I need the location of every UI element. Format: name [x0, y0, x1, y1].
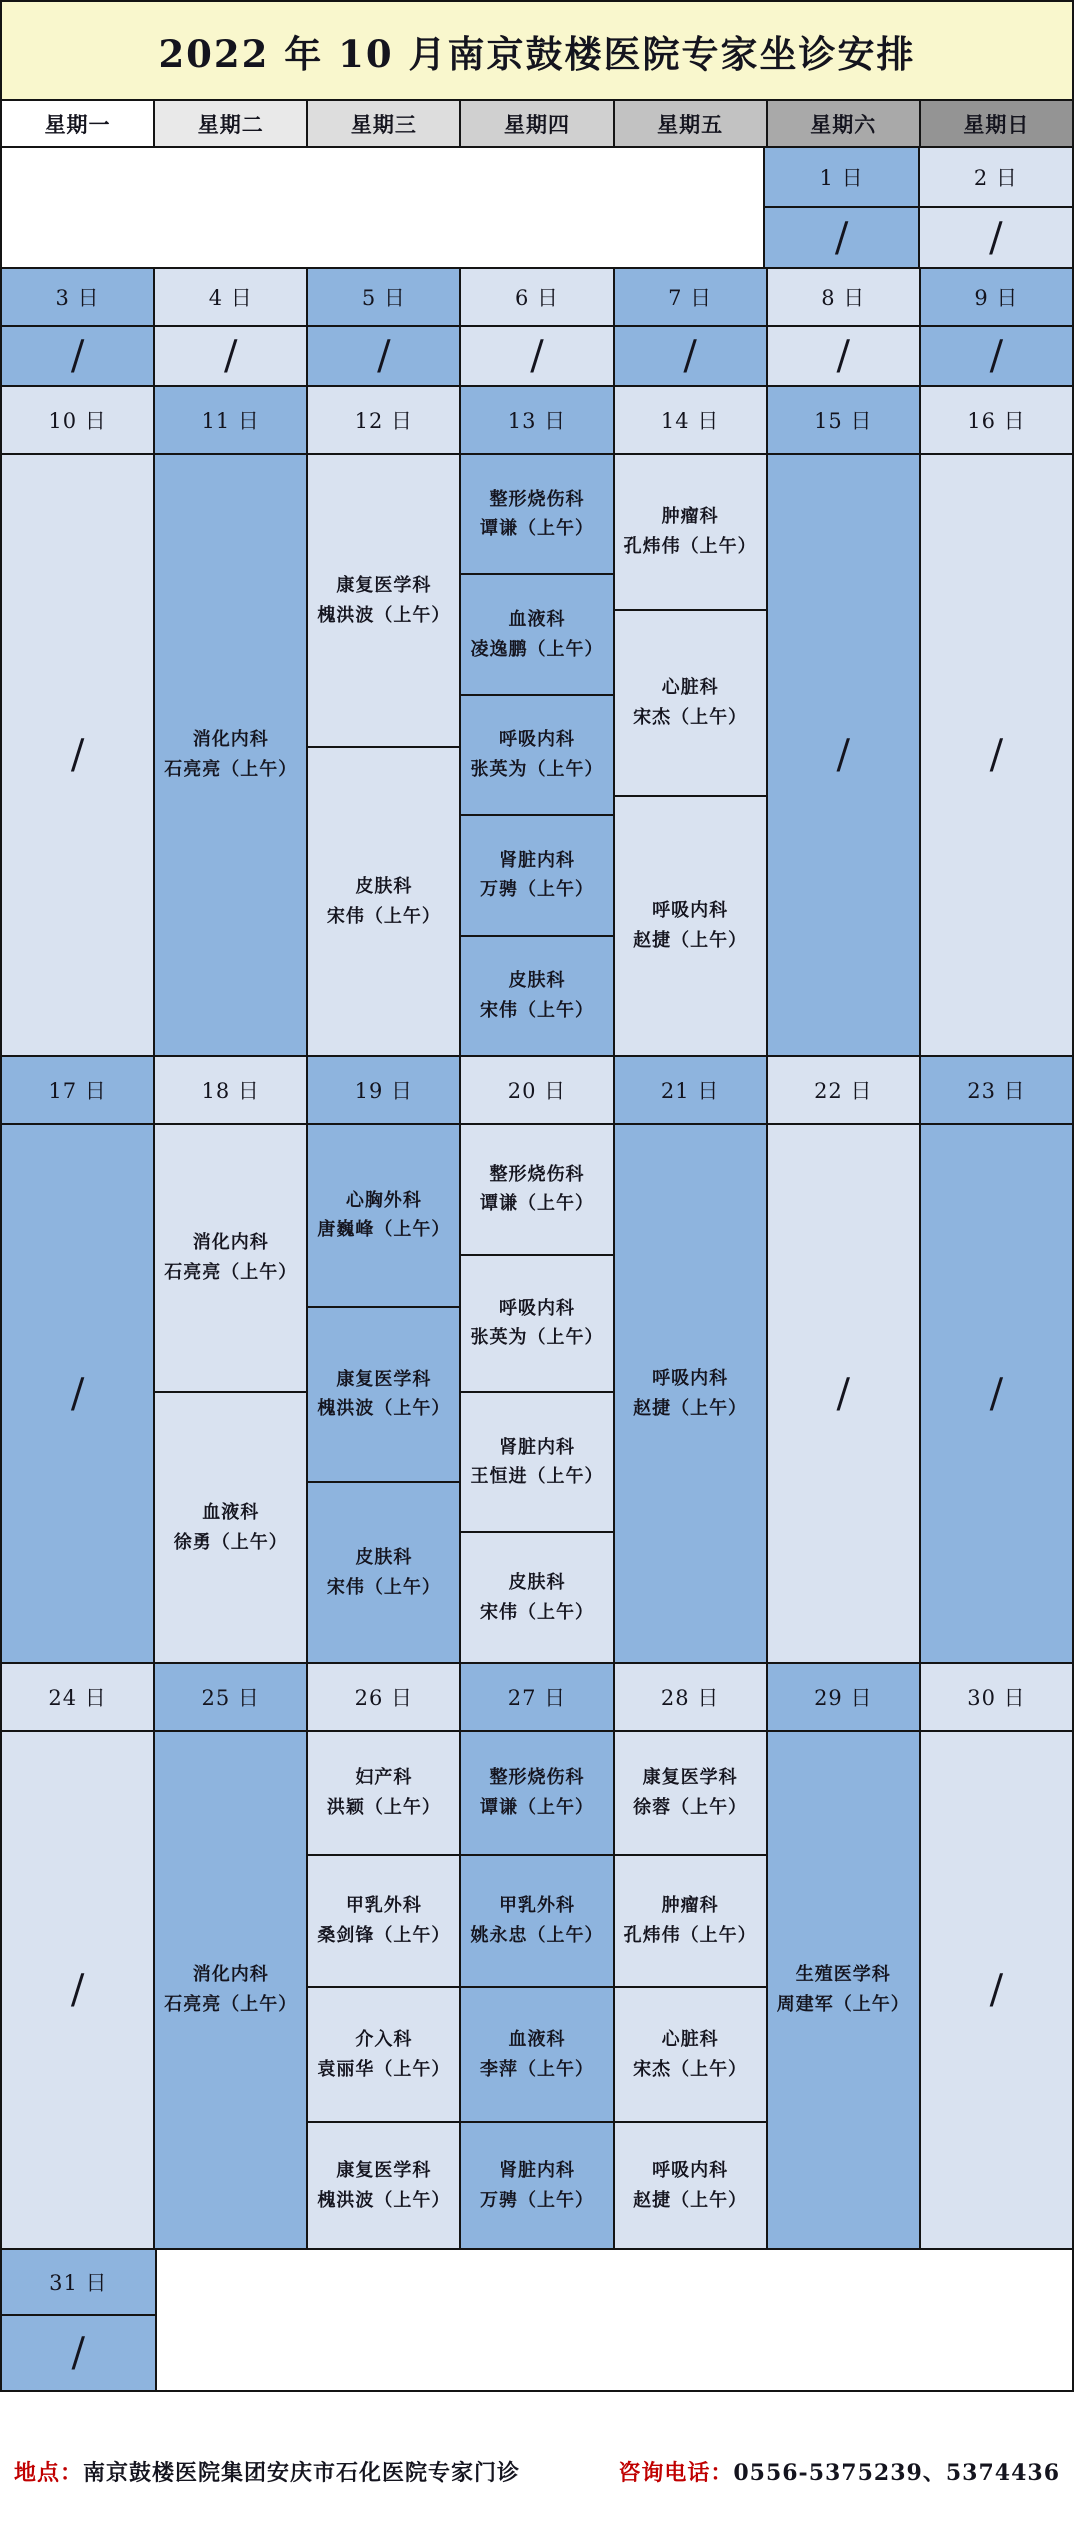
day-column [2, 2250, 155, 2390]
date-cell: 27 日 [461, 1664, 612, 1732]
slash-mark: / [70, 1370, 85, 1417]
weekday-fri: 星期五 [613, 101, 766, 146]
day-column [459, 269, 612, 385]
day-column-body [2, 327, 153, 385]
date-cell: 12 日 [308, 387, 459, 455]
day-column-body [921, 1732, 1072, 2248]
footer [0, 2456, 1074, 2487]
doctor-name: 宋杰（上午） [633, 2058, 748, 2080]
date-cell: 30 日 [921, 1664, 1072, 1732]
schedule-cell [615, 795, 766, 1055]
empty-slash-cell [2, 327, 153, 385]
date-cell: 24 日 [2, 1664, 153, 1732]
department-name: 肿瘤科 [661, 506, 719, 528]
day-column [613, 269, 766, 385]
doctor-name: 袁丽华（上午） [317, 2058, 451, 2080]
day-column-body [308, 1125, 459, 1662]
week-band [2, 2248, 1072, 2390]
weekday-mon: 星期一 [2, 101, 153, 146]
day-column-body [615, 327, 766, 385]
empty-region [2, 148, 763, 267]
day-column [306, 1057, 459, 1662]
footer-location [14, 2456, 520, 2487]
schedule-cell [308, 2121, 459, 2248]
department-name: 康复医学科 [336, 2160, 432, 2182]
doctor-name: 万骋（上午） [479, 2189, 594, 2211]
doctor-name: 石亮亮（上午） [164, 1262, 298, 1283]
date-cell: 5 日 [308, 269, 459, 327]
day-column [2, 1057, 153, 1662]
day-column-body [155, 1125, 306, 1662]
week-band [2, 1055, 1072, 1662]
department-name: 血液科 [508, 608, 566, 630]
schedule-cell [308, 1732, 459, 1854]
empty-slash-cell [2, 1732, 153, 2248]
schedule-cell [308, 1306, 459, 1482]
doctor-name: 赵捷（上午） [633, 929, 748, 951]
department-name: 呼吸内科 [652, 1367, 729, 1389]
doctor-name: 赵捷（上午） [633, 2189, 748, 2211]
empty-slash-cell [920, 208, 1072, 267]
department-name: 肾脏内科 [498, 1436, 575, 1458]
weekday-wed: 星期三 [306, 101, 459, 146]
department-name: 皮肤科 [355, 875, 413, 897]
empty-slash-cell [921, 455, 1072, 1055]
day-column [459, 1057, 612, 1662]
doctor-name: 李萍（上午） [479, 2058, 594, 2080]
schedule-cell [615, 1986, 766, 2121]
date-cell: 20 日 [461, 1057, 612, 1125]
department-name: 甲乳外科 [345, 1895, 422, 1917]
slash-mark: / [989, 1370, 1004, 1417]
date-cell: 9 日 [921, 269, 1072, 327]
date-cell: 23 日 [921, 1057, 1072, 1125]
doctor-name: 宋伟（上午） [326, 905, 441, 927]
slash-mark: / [989, 333, 1004, 379]
department-name: 皮肤科 [508, 1572, 566, 1594]
date-cell: 3 日 [2, 269, 153, 327]
day-column-body [461, 1125, 612, 1662]
department-name: 血液科 [202, 1501, 260, 1523]
slash-mark: / [530, 333, 544, 379]
day-column [919, 1664, 1072, 2248]
day-column-body [2, 2316, 155, 2390]
page-title: 2022 年 10 月南京鼓楼医院专家坐诊安排 [2, 2, 1072, 101]
schedule-cell [615, 1732, 766, 1854]
empty-slash-cell [2, 1125, 153, 1662]
date-cell: 26 日 [308, 1664, 459, 1732]
week-band [2, 148, 1072, 267]
schedule-cell [461, 1531, 612, 1662]
empty-slash-cell [155, 327, 306, 385]
doctor-name: 凌逸鹏（上午） [470, 638, 604, 660]
date-cell: 6 日 [461, 269, 612, 327]
day-column [919, 387, 1072, 1055]
day-column-body [768, 327, 919, 385]
doctor-name: 张英为（上午） [470, 1327, 604, 1349]
schedule-cell [308, 1854, 459, 1986]
department-name: 整形烧伤科 [489, 1163, 585, 1185]
day-column-body [308, 327, 459, 385]
date-cell: 7 日 [615, 269, 766, 327]
day-column-body [308, 1732, 459, 2248]
schedule-cell [308, 746, 459, 1055]
day-column [153, 1664, 306, 2248]
day-column [766, 387, 919, 1055]
day-column [2, 269, 153, 385]
date-cell: 28 日 [615, 1664, 766, 1732]
date-cell: 29 日 [768, 1664, 919, 1732]
date-cell: 17 日 [2, 1057, 153, 1125]
schedule-cell [155, 1125, 306, 1391]
schedule-cell [461, 1391, 612, 1531]
department-name: 消化内科 [192, 1964, 269, 1986]
empty-slash-cell [921, 1732, 1072, 2248]
slash-mark: / [836, 333, 851, 379]
date-cell: 8 日 [768, 269, 919, 327]
doctor-name: 槐洪波（上午） [317, 2189, 451, 2211]
doctor-name: 谭谦（上午） [479, 518, 594, 540]
date-cell: 22 日 [768, 1057, 919, 1125]
week-band [2, 1662, 1072, 2248]
day-column-body [921, 1125, 1072, 1662]
date-cell: 2 日 [920, 148, 1072, 208]
schedule-cell [155, 1391, 306, 1662]
department-name: 心脏科 [661, 2029, 719, 2051]
department-name: 消化内科 [192, 729, 269, 751]
schedule-cell [461, 814, 612, 934]
day-column [766, 269, 919, 385]
date-cell: 4 日 [155, 269, 306, 327]
empty-slash-cell [768, 455, 919, 1055]
doctor-name: 王恒进（上午） [470, 1466, 604, 1488]
schedule-cell [308, 1125, 459, 1306]
date-cell: 16 日 [921, 387, 1072, 455]
date-cell: 14 日 [615, 387, 766, 455]
weekday-header-row [2, 101, 1072, 148]
day-column-body [768, 1125, 919, 1662]
doctor-name: 张英为（上午） [470, 759, 604, 781]
doctor-name: 宋伟（上午） [479, 1601, 594, 1623]
doctor-name: 姚永忠（上午） [470, 1924, 604, 1946]
date-cell: 10 日 [2, 387, 153, 455]
slash-mark: / [834, 214, 849, 261]
empty-slash-cell [461, 327, 612, 385]
department-name: 介入科 [355, 2029, 413, 2051]
department-name: 整形烧伤科 [489, 488, 585, 510]
schedule-cell [461, 1986, 612, 2121]
doctor-name: 孔炜伟（上午） [623, 1924, 757, 1946]
slash-mark: / [70, 732, 85, 778]
day-column [613, 1057, 766, 1662]
schedule-cell [308, 1986, 459, 2121]
week-band [2, 385, 1072, 1055]
date-cell: 1 日 [765, 148, 917, 208]
doctor-name: 周建军（上午） [776, 1994, 910, 2015]
day-column-body [461, 1732, 612, 2248]
day-column-body [921, 455, 1072, 1055]
day-column [613, 1664, 766, 2248]
location-value: 南京鼓楼医院集团安庆市石化医院专家门诊 [83, 2460, 521, 2486]
day-column [763, 148, 917, 267]
doctor-name: 赵捷（上午） [633, 1397, 748, 1419]
empty-slash-cell [308, 327, 459, 385]
slash-mark: / [377, 333, 391, 379]
department-name: 皮肤科 [355, 1546, 413, 1568]
schedule-cell [461, 1254, 612, 1391]
schedule-cell [155, 455, 306, 1055]
day-column [153, 1057, 306, 1662]
week-band [2, 267, 1072, 385]
footer-phone [618, 2456, 1060, 2487]
schedule-cell [615, 609, 766, 795]
doctor-name: 石亮亮（上午） [164, 1994, 298, 2015]
department-name: 呼吸内科 [498, 1297, 575, 1319]
date-cell: 13 日 [461, 387, 612, 455]
doctor-name: 唐巍峰（上午） [317, 1219, 451, 1241]
day-column [613, 387, 766, 1055]
day-column [919, 1057, 1072, 1662]
slash-mark: / [70, 333, 85, 379]
day-column-body [308, 455, 459, 1055]
doctor-name: 孔炜伟（上午） [623, 535, 757, 557]
doctor-name: 槐洪波（上午） [317, 604, 451, 626]
day-column-body [155, 455, 306, 1055]
day-column-body [155, 1732, 306, 2248]
day-column-body [615, 1732, 766, 2248]
department-name: 呼吸内科 [652, 900, 729, 922]
empty-slash-cell [768, 1125, 919, 1662]
day-column-body [2, 1125, 153, 1662]
date-cell: 18 日 [155, 1057, 306, 1125]
schedule-cell [461, 1125, 612, 1254]
slash-mark: / [989, 1967, 1004, 2013]
weekday-sat: 星期六 [766, 101, 919, 146]
doctor-name: 槐洪波（上午） [317, 1398, 451, 1420]
calendar-bands [2, 148, 1072, 2390]
day-column [153, 269, 306, 385]
department-name: 呼吸内科 [652, 2160, 729, 2182]
phone-value: 0556-5375239、5374436 [733, 2460, 1060, 2486]
doctor-name: 宋杰（上午） [633, 706, 748, 728]
day-column [306, 387, 459, 1055]
doctor-name: 石亮亮（上午） [164, 759, 298, 780]
department-name: 肾脏内科 [498, 2160, 575, 2182]
slash-mark: / [989, 214, 1003, 261]
schedule-cell [615, 2121, 766, 2248]
date-cell: 15 日 [768, 387, 919, 455]
day-column [459, 387, 612, 1055]
doctor-name: 万骋（上午） [479, 879, 594, 901]
day-column-body [2, 455, 153, 1055]
department-name: 甲乳外科 [498, 1895, 575, 1917]
day-column-body [615, 455, 766, 1055]
empty-region [155, 2250, 1072, 2390]
doctor-name: 洪颖（上午） [326, 1796, 441, 1818]
schedule-cell [461, 2121, 612, 2248]
department-name: 康复医学科 [336, 574, 432, 596]
day-column [153, 387, 306, 1055]
phone-label: 咨询电话： [618, 2460, 734, 2486]
empty-slash-cell [921, 1125, 1072, 1662]
slash-mark: / [71, 2330, 86, 2376]
day-column-body [921, 327, 1072, 385]
empty-slash-cell [765, 208, 917, 267]
day-column [766, 1057, 919, 1662]
schedule-cell [615, 1125, 766, 1662]
department-name: 呼吸内科 [498, 729, 575, 751]
day-column-body [2, 1732, 153, 2248]
day-column-body [461, 455, 612, 1055]
department-name: 生殖医学科 [795, 1964, 891, 1986]
schedule-cell [615, 1854, 766, 1986]
doctor-name: 谭谦（上午） [479, 1796, 594, 1818]
day-column-body [920, 208, 1072, 267]
doctor-name: 桑剑锋（上午） [317, 1924, 451, 1946]
day-column-body [768, 455, 919, 1055]
day-column [918, 148, 1072, 267]
schedule-cell [308, 1481, 459, 1662]
slash-mark: / [836, 1370, 851, 1417]
schedule-cell [461, 573, 612, 693]
day-column [919, 269, 1072, 385]
doctor-name: 谭谦（上午） [479, 1193, 594, 1215]
department-name: 消化内科 [192, 1232, 269, 1254]
weekday-thu: 星期四 [459, 101, 612, 146]
slash-mark: / [989, 732, 1004, 778]
date-cell: 21 日 [615, 1057, 766, 1125]
date-cell: 25 日 [155, 1664, 306, 1732]
department-name: 康复医学科 [642, 1767, 738, 1789]
department-name: 肿瘤科 [661, 1895, 719, 1917]
day-column-body [615, 1125, 766, 1662]
day-column-body [768, 1732, 919, 2248]
slash-mark: / [683, 333, 697, 379]
slash-mark: / [836, 732, 851, 778]
day-column [2, 387, 153, 1055]
date-cell: 31 日 [2, 2250, 155, 2316]
weekday-tue: 星期二 [153, 101, 306, 146]
day-column [306, 269, 459, 385]
doctor-name: 宋伟（上午） [326, 1576, 441, 1598]
empty-slash-cell [921, 327, 1072, 385]
schedule-cell [461, 455, 612, 573]
date-cell: 11 日 [155, 387, 306, 455]
location-label: 地点： [14, 2460, 84, 2486]
department-name: 整形烧伤科 [489, 1767, 585, 1789]
department-name: 血液科 [508, 2029, 566, 2051]
day-column-body [461, 327, 612, 385]
weekday-sun: 星期日 [919, 101, 1072, 146]
department-name: 康复医学科 [336, 1368, 432, 1390]
doctor-name: 宋伟（上午） [479, 999, 594, 1021]
empty-slash-cell [2, 455, 153, 1055]
day-column [306, 1664, 459, 2248]
schedule-cell [461, 694, 612, 814]
schedule-cell [768, 1732, 919, 2248]
department-name: 妇产科 [355, 1767, 413, 1789]
schedule-cell [461, 935, 612, 1055]
schedule-cell [461, 1854, 612, 1986]
empty-slash-cell [2, 2316, 155, 2390]
schedule-cell [615, 455, 766, 609]
empty-slash-cell [768, 327, 919, 385]
schedule-cell [461, 1732, 612, 1854]
day-column [2, 1664, 153, 2248]
slash-mark: / [223, 333, 238, 379]
doctor-name: 徐勇（上午） [173, 1531, 288, 1553]
empty-slash-cell [615, 327, 766, 385]
day-column-body [155, 327, 306, 385]
slash-mark: / [70, 1967, 85, 2013]
day-column [459, 1664, 612, 2248]
date-cell: 19 日 [308, 1057, 459, 1125]
department-name: 肾脏内科 [498, 849, 575, 871]
day-column [766, 1664, 919, 2248]
schedule-cell [155, 1732, 306, 2248]
department-name: 心胸外科 [345, 1189, 422, 1211]
doctor-name: 徐蓉（上午） [633, 1796, 748, 1818]
day-column-body [765, 208, 917, 267]
department-name: 皮肤科 [508, 970, 566, 992]
department-name: 心脏科 [661, 677, 719, 699]
schedule-cell [308, 455, 459, 746]
